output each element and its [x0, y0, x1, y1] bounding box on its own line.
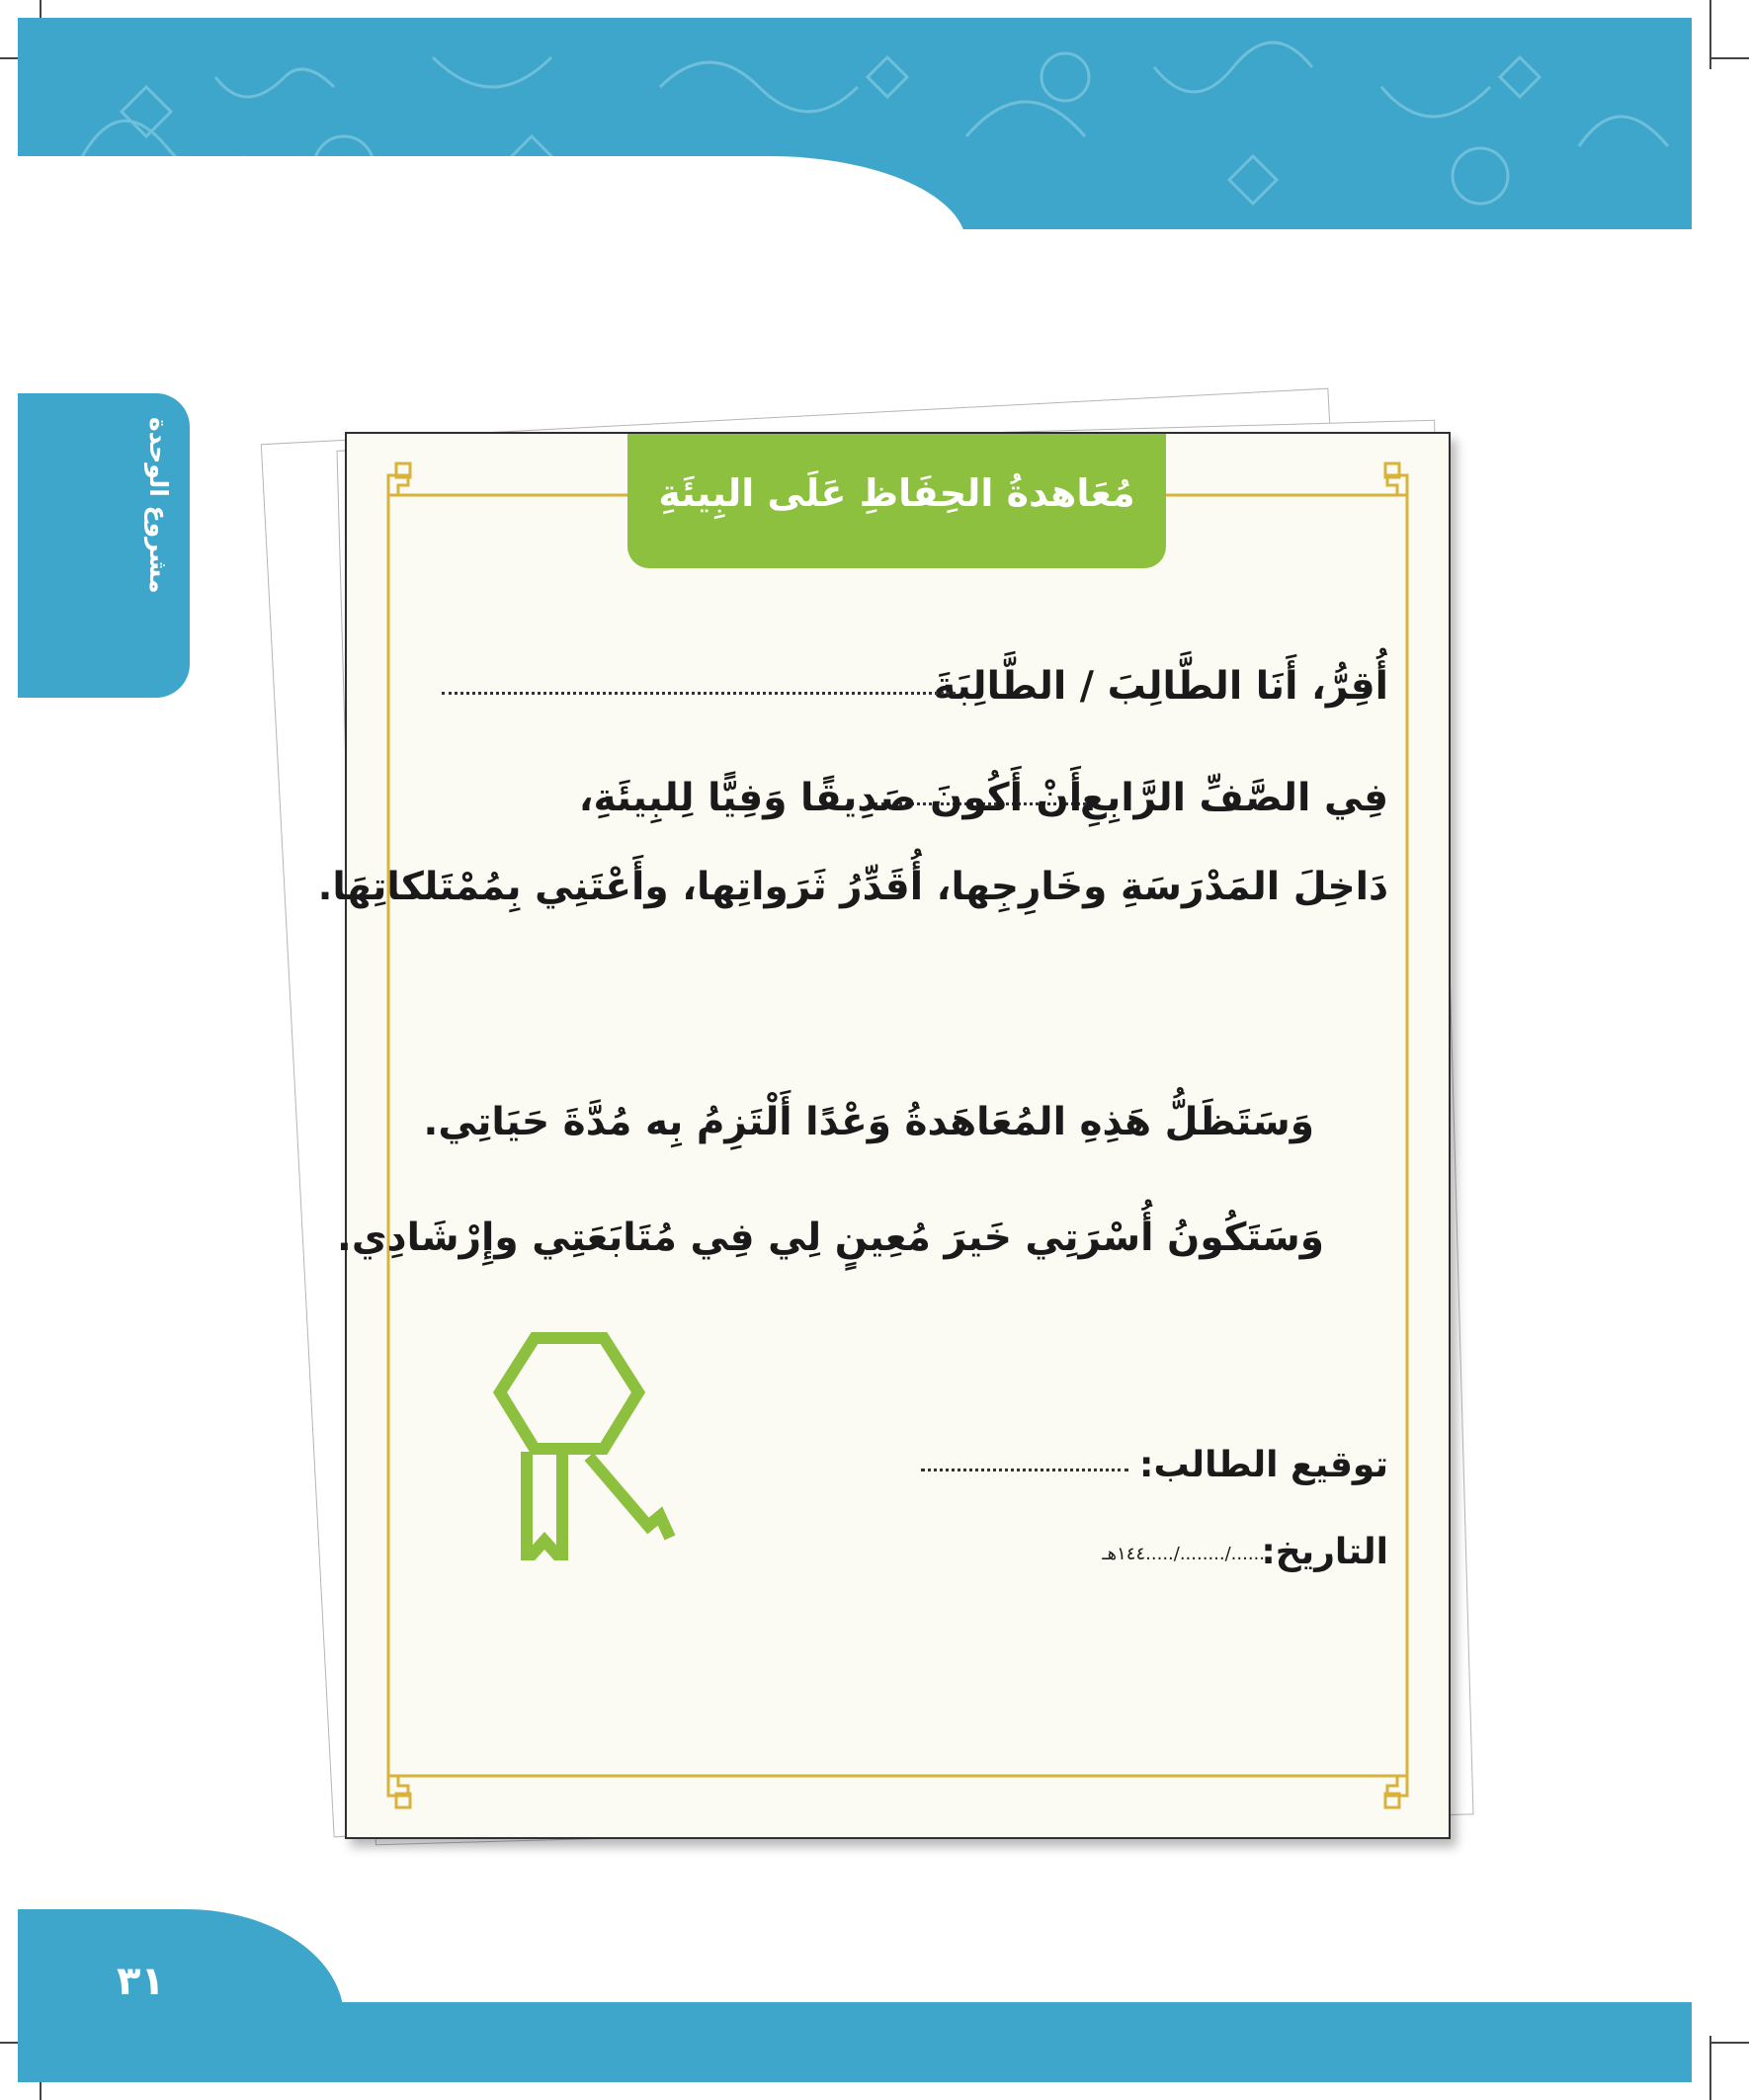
- signature-label: توقيع الطالب:: [1139, 1445, 1388, 1485]
- treaty-title-banner: [627, 434, 1166, 568]
- page-number-tab: [18, 1909, 344, 2082]
- pledge-line-3: دَاخِلَ المَدْرَسَةِ وخَارِجِها، أُقَدِّرُ ثَرَواتِها، وأَعْتَنِي بِمُمْتَلكاتِهَا.: [317, 865, 1388, 909]
- pledge-line-1: أُقِرُّ، أَنَا الطَّالِبَ / الطَّالِبَةَ: [933, 664, 1388, 709]
- pledge-line-4: وَسَتَظَلُّ هَذِهِ المُعَاهَدةُ وَعْدًا أَلْتَزِمُ بِه مُدَّةَ حَيَاتِي.: [423, 1100, 1314, 1144]
- signature-blank: [921, 1469, 1128, 1471]
- pledge-line-5: وَسَتَكُونُ أُسْرَتِي خَيرَ مُعِينٍ لِي فِي مُتَابَعَتِي وإِرْشَادِي.: [337, 1216, 1324, 1260]
- footer-band: [18, 1909, 1692, 2082]
- date-value: ....../......../.....١٤٤هـ: [1102, 1544, 1265, 1564]
- crop-mark: [1709, 57, 1749, 59]
- header-wave-cutout: [18, 156, 966, 229]
- name-blank: [442, 692, 956, 695]
- page-number: ٣١: [117, 1959, 165, 2004]
- crop-mark: [1709, 2042, 1749, 2044]
- date-label: التاريخ:: [1261, 1532, 1388, 1572]
- treaty-title: مُعَاهدةُ الحِفَاظِ عَلَى البِيئَةِ: [658, 471, 1135, 515]
- unit-project-tab: [18, 393, 190, 698]
- award-ribbon-icon: [465, 1284, 722, 1560]
- pledge-line-2a: فِي الصَّفِّ الرَّابِعِ: [1080, 776, 1388, 820]
- crop-mark: [1709, 2036, 1711, 2100]
- pledge-line-2b: ،أَنْ أَكُونَ صَدِيقًا وَفِيًّا لِلبِيئَةِ،: [578, 776, 1097, 820]
- unit-project-label: مشروع الوحدة: [144, 417, 173, 594]
- header-decorative-band: [18, 18, 1692, 229]
